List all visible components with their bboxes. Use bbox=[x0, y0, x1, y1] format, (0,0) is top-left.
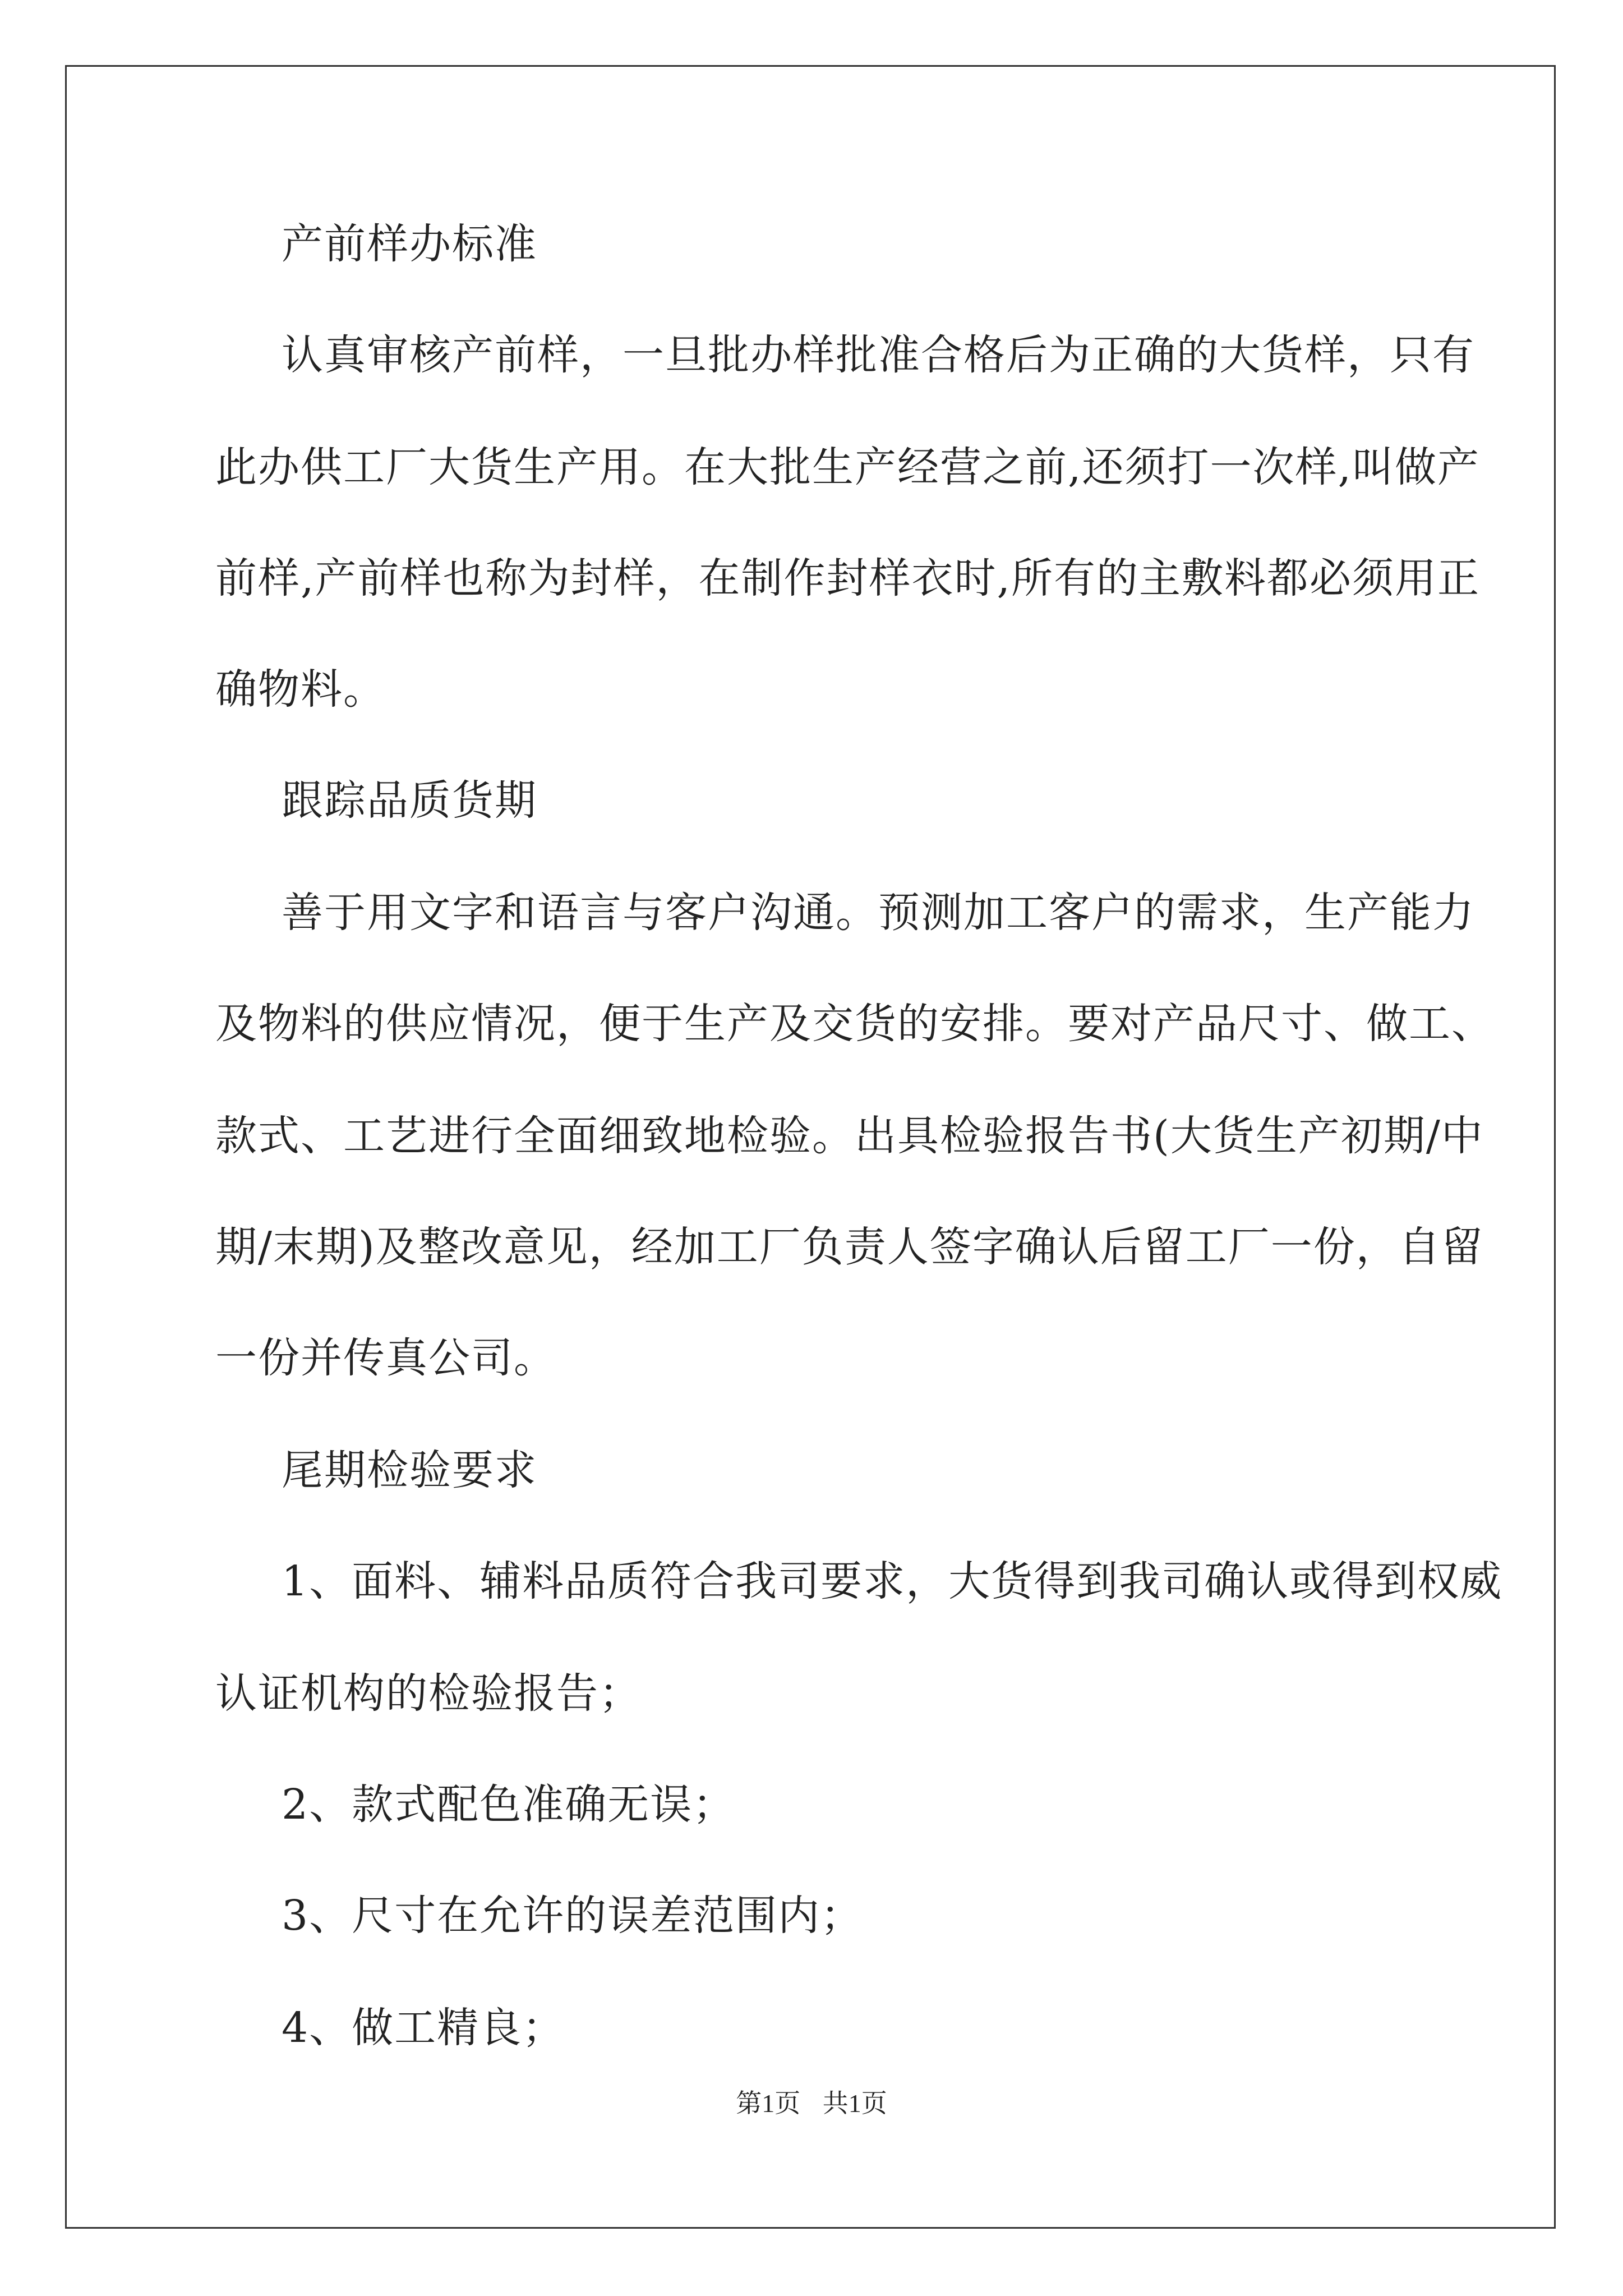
list-item: 2、款式配色准确无误； bbox=[282, 1780, 736, 1829]
paragraph-line: 前样,产前样也称为封样，在制作封样衣时,所有的主敷料都必须用正 bbox=[215, 554, 1481, 602]
page-number-current: 第1页 bbox=[736, 2089, 801, 2118]
section-heading-pre-production-sample: 产前样办标准 bbox=[282, 220, 537, 268]
list-item: 1、面料、辅料品质符合我司要求，大货得到我司确认或得到权威 bbox=[282, 1557, 1503, 1605]
paragraph-line: 确物料。 bbox=[215, 665, 386, 714]
paragraph-line: 一份并传真公司。 bbox=[215, 1334, 556, 1382]
paragraph-line: 及物料的供应情况，便于生产及交货的安排。要对产品尺寸、做工、 bbox=[215, 1000, 1494, 1048]
paragraph-line: 期/末期)及整改意见，经加工厂负责人签字确认后留工厂一份，自留 bbox=[215, 1223, 1484, 1271]
list-item: 3、尺寸在允许的误差范围内； bbox=[282, 1892, 864, 1940]
page-number-total: 共1页 bbox=[822, 2089, 887, 2118]
paragraph-line: 此办供工厂大货生产用。在大批生产经营之前,还须打一次样,叫做产 bbox=[215, 443, 1481, 491]
paragraph-line: 款式、工艺进行全面细致地检验。出具检验报告书(大货生产初期/中 bbox=[215, 1112, 1484, 1160]
page-footer bbox=[0, 2087, 1623, 2120]
list-item: 4、做工精良； bbox=[282, 2004, 565, 2052]
section-heading-quality-tracking: 跟踪品质货期 bbox=[282, 776, 537, 825]
section-heading-final-inspection: 尾期检验要求 bbox=[282, 1446, 537, 1494]
paragraph-line: 认真审核产前样，一旦批办样批准合格后为正确的大货样，只有 bbox=[282, 331, 1475, 379]
list-item-continuation: 认证机构的检验报告； bbox=[215, 1669, 642, 1718]
paragraph-line: 善于用文字和语言与客户沟通。预测加工客户的需求，生产能力 bbox=[282, 889, 1475, 937]
